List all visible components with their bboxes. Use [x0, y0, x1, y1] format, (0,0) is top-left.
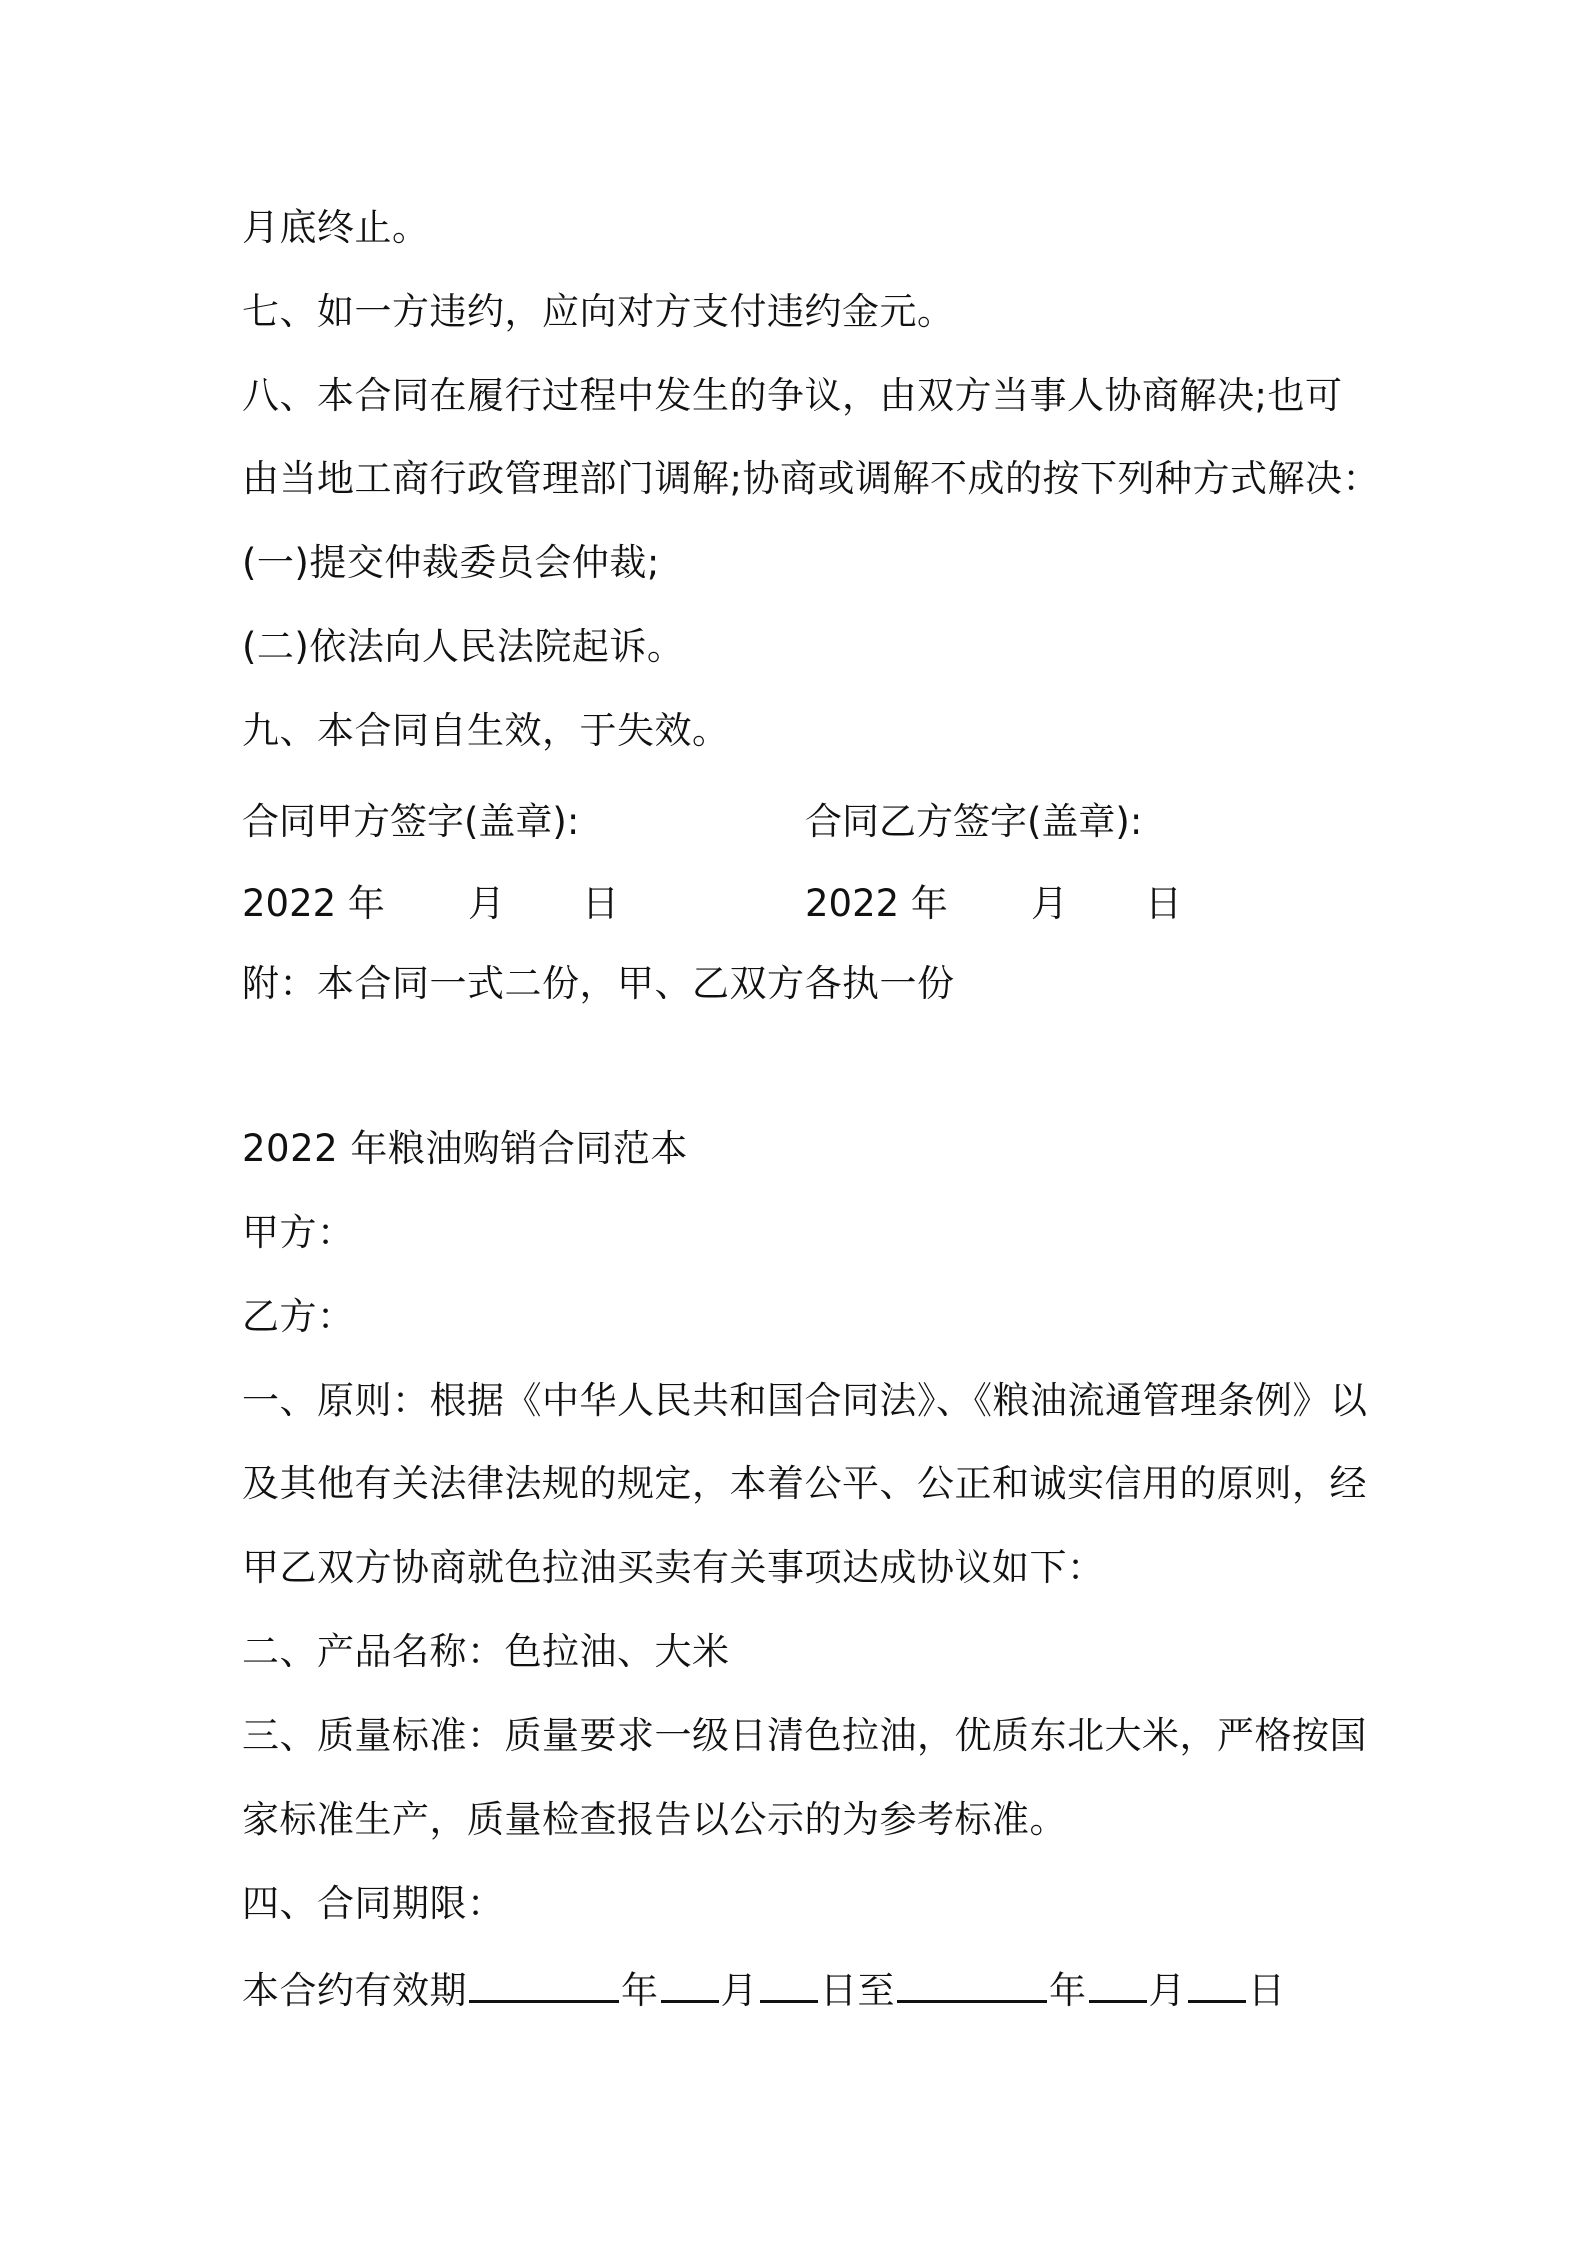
clause-3-line-2: 家标准生产，质量检查报告以公示的为参考标准。	[242, 1798, 1067, 1841]
signature-date-row	[242, 880, 1342, 928]
party-a-date-day: 日	[582, 882, 619, 925]
clause-3-line-1: 三、质量标准：质量要求一级日清色拉油，优质东北大米，严格按国	[242, 1714, 1367, 1757]
validity-period-line	[242, 1964, 1286, 2015]
appendix-note: 附：本合同一式二份，甲、乙双方各执一份	[242, 962, 955, 1005]
clause-8-option-1: (一)提交仲裁委员会仲裁;	[242, 541, 660, 584]
end-day-blank	[1188, 1964, 1246, 2003]
start-month-blank	[661, 1964, 719, 2003]
start-year-blank	[469, 1964, 619, 2003]
end-month-blank	[1089, 1964, 1147, 2003]
end-month-label: 月	[1148, 1969, 1186, 2012]
party-b-signature-label: 合同乙方签字(盖章):	[805, 800, 1143, 843]
validity-prefix: 本合约有效期	[242, 1969, 467, 2012]
clause-1-line-3: 甲乙双方协商就色拉油买卖有关事项达成协议如下：	[242, 1546, 1105, 1589]
clause-8-line-1: 八、本合同在履行过程中发生的争议，由双方当事人协商解决;也可	[242, 374, 1343, 417]
signature-row	[242, 798, 1342, 846]
clause-8-option-2: (二)依法向人民法院起诉。	[242, 625, 685, 668]
party-b-date-year: 2022 年	[805, 882, 948, 925]
clause-1-line-1: 一、原则：根据《中华人民共和国合同法》、《粮油流通管理条例》以	[242, 1379, 1368, 1422]
party-a-label: 甲方：	[242, 1211, 355, 1254]
party-b-date-day: 日	[1145, 882, 1182, 925]
start-month-label: 月	[720, 1969, 758, 2012]
clause-1-line-2: 及其他有关法律法规的规定，本着公平、公正和诚实信用的原则，经	[242, 1462, 1367, 1505]
clause-7: 七、如一方违约，应向对方支付违约金元。	[242, 290, 955, 333]
party-b-label: 乙方：	[242, 1295, 355, 1338]
end-year-label: 年	[1049, 1969, 1087, 2012]
party-a-signature-label: 合同甲方签字(盖章):	[242, 800, 580, 843]
clause-8-line-2: 由当地工商行政管理部门调解;协商或调解不成的按下列种方式解决：	[242, 457, 1380, 500]
party-a-date-month: 月	[468, 882, 505, 925]
clause-4: 四、合同期限：	[242, 1882, 505, 1925]
clause-9: 九、本合同自生效，于失效。	[242, 709, 730, 752]
end-day-label: 日	[1248, 1969, 1286, 2012]
clause-2: 二、产品名称：色拉油、大米	[242, 1630, 730, 1673]
contract-title: 2022 年粮油购销合同范本	[242, 1127, 688, 1170]
end-year-blank	[897, 1964, 1047, 2003]
start-year-label: 年	[621, 1969, 659, 2012]
party-b-date-month: 月	[1031, 882, 1068, 925]
term-end-text: 月底终止。	[242, 206, 430, 249]
party-a-date-year: 2022 年	[242, 882, 385, 925]
start-day-blank	[760, 1964, 818, 2003]
start-day-label: 日至	[820, 1969, 895, 2012]
